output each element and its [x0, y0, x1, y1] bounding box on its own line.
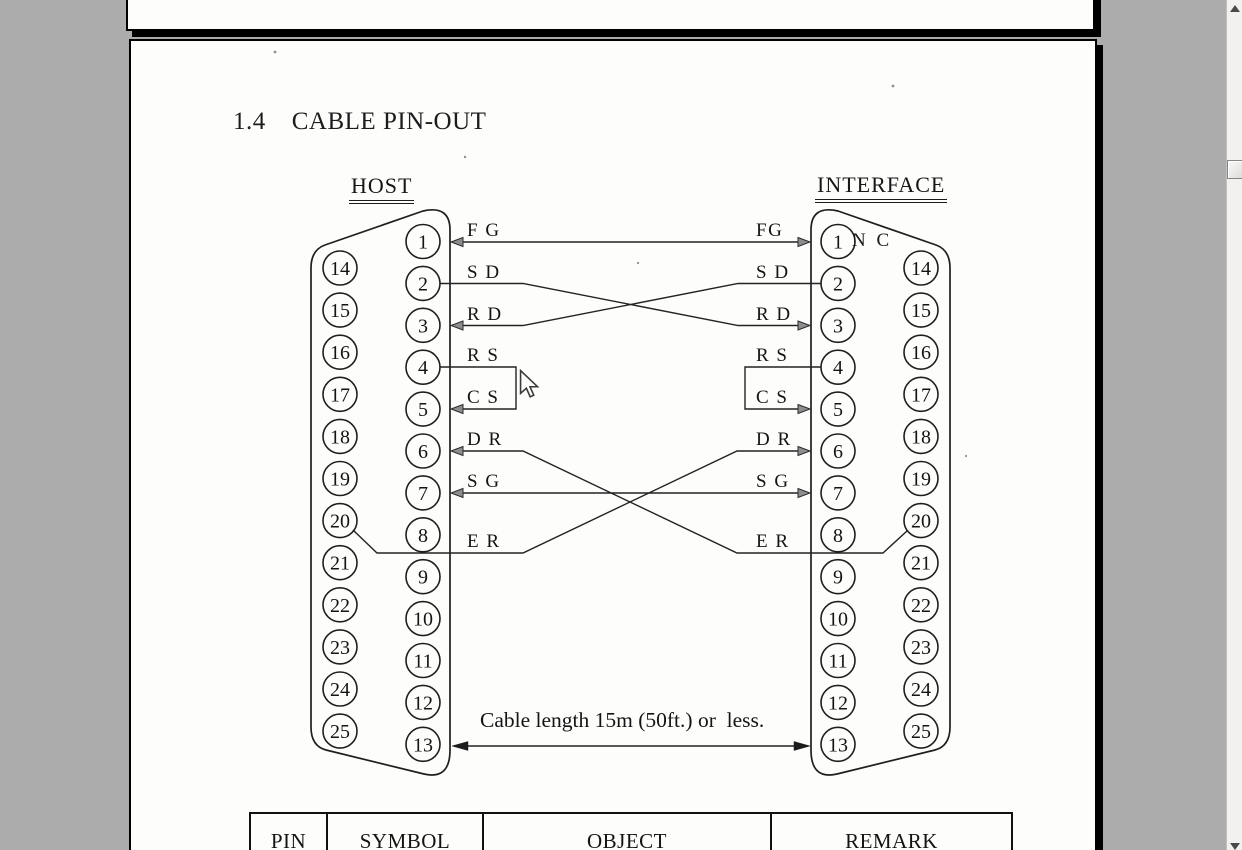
pin-number: 13 [828, 734, 848, 757]
scrollbar-thumb[interactable] [1227, 160, 1242, 179]
pin-number: 17 [330, 384, 350, 407]
arrowhead-left-cable [452, 742, 468, 751]
pin-number: 10 [828, 608, 848, 631]
arrowhead-left-dr [451, 447, 463, 456]
nc-label: N C [852, 230, 893, 251]
arrowhead-left-fg [451, 238, 463, 247]
pin-number: 8 [418, 524, 428, 547]
pin-number: 2 [418, 273, 428, 296]
pin-number: 12 [828, 692, 848, 715]
pin-number: 1 [418, 231, 428, 254]
pin-number: 22 [330, 594, 350, 617]
mouse-cursor-icon [519, 369, 541, 401]
pin-number: 23 [330, 636, 350, 659]
pin-number: 15 [330, 300, 350, 323]
pin-number: 19 [330, 468, 350, 491]
pin-number: 14 [911, 258, 931, 280]
signal-label-interface-er: E R [756, 531, 790, 552]
pin-number: 24 [911, 679, 931, 701]
signal-label-host-dr: D R [467, 429, 503, 450]
pin-number: 25 [911, 721, 931, 744]
signal-label-host-cs: C S [467, 387, 500, 408]
pin-number: 23 [911, 636, 931, 659]
pin-number: 9 [418, 566, 428, 589]
signal-label-host-rs: R S [467, 345, 500, 366]
signal-label-host-rd: R D [467, 303, 503, 325]
signal-label-interface-sg: S G [756, 471, 790, 492]
table-header-pin: PIN [270, 829, 307, 850]
pin-number: 8 [833, 524, 843, 547]
pin-number: 18 [330, 426, 350, 449]
signal-label-interface-sd: S D [756, 261, 790, 283]
pin-number: 24 [330, 679, 350, 701]
signal-label-interface-cs: C S [756, 387, 789, 408]
scan-speckle [965, 455, 967, 457]
pin-number: 20 [911, 510, 931, 533]
pin-number: 16 [911, 342, 931, 365]
pin-number: 20 [330, 510, 350, 533]
pin-number: 4 [833, 357, 843, 380]
section-number: 1.4 [233, 108, 266, 135]
pin-number: 5 [833, 399, 843, 422]
cable-length-note: Cable length 15m (50ft.) or less. [480, 708, 765, 732]
signal-label-interface-rd: R D [756, 303, 792, 325]
pin-number: 11 [413, 650, 433, 673]
pin-number: 15 [911, 300, 931, 323]
scan-speckle [637, 262, 639, 264]
signal-label-interface-rs: R S [756, 345, 789, 366]
signal-label-interface-dr: D R [756, 429, 792, 450]
arrowhead-left-rd [451, 321, 463, 330]
pin-number: 21 [330, 552, 350, 575]
vertical-scrollbar[interactable] [1226, 0, 1242, 850]
signal-label-host-sg: S G [467, 471, 501, 492]
section-heading [233, 108, 486, 136]
pin-number: 21 [911, 552, 931, 575]
pin-number: 2 [833, 273, 843, 296]
interface-connector-label: INTERFACE [815, 172, 947, 203]
arrowhead-right-dr [798, 447, 810, 456]
scan-speckle [464, 156, 466, 158]
pin-number: 7 [418, 482, 428, 505]
signal-label-host-fg: F G [467, 220, 501, 241]
section-title: CABLE PIN-OUT [291, 108, 487, 135]
pin-number: 11 [828, 650, 848, 673]
arrowhead-right-rd [798, 321, 810, 330]
scan-speckle [892, 85, 895, 88]
scroll-up-icon[interactable] [1230, 5, 1240, 12]
table-header-remark: REMARK [770, 814, 1011, 850]
pin-number: 5 [418, 399, 428, 422]
pin-number: 16 [330, 342, 350, 365]
arrowhead-right-cs [798, 405, 810, 414]
arrowhead-right-fg [798, 238, 810, 247]
pin-number: 19 [911, 468, 931, 491]
signal-label-interface-fg: FG [756, 220, 784, 241]
arrowhead-left-sg [451, 489, 463, 498]
pin-number: 7 [833, 482, 843, 505]
table-header-object: OBJECT [482, 814, 770, 850]
table-header-symbol: SYMBOL [326, 814, 482, 850]
pin-number: 13 [413, 734, 433, 757]
pin-number: 18 [911, 426, 931, 449]
scroll-down-icon[interactable] [1230, 843, 1240, 850]
pin-number: 25 [330, 721, 350, 744]
pin-number: 1 [833, 231, 843, 254]
arrowhead-right-sg [798, 489, 810, 498]
pin-number: 6 [833, 441, 843, 463]
pin-number: 22 [911, 594, 931, 617]
pin-number: 17 [911, 384, 931, 407]
pin-number: 3 [418, 315, 428, 338]
pin-number: 6 [418, 441, 428, 463]
signal-label-host-sd: S D [467, 261, 501, 283]
scan-speckle [274, 51, 277, 54]
arrowhead-right-cable [794, 742, 810, 751]
pin-number: 9 [833, 566, 843, 589]
pin-number: 12 [413, 692, 433, 715]
signal-label-host-er: E R [467, 531, 501, 552]
pin-number: 3 [833, 315, 843, 338]
pinout-table-header [249, 812, 1013, 850]
arrowhead-left-cs [451, 405, 463, 414]
pin-number: 4 [418, 357, 428, 380]
pin-number: 10 [413, 608, 433, 631]
host-connector-label: HOST [349, 173, 414, 204]
pin-number: 14 [330, 258, 350, 280]
